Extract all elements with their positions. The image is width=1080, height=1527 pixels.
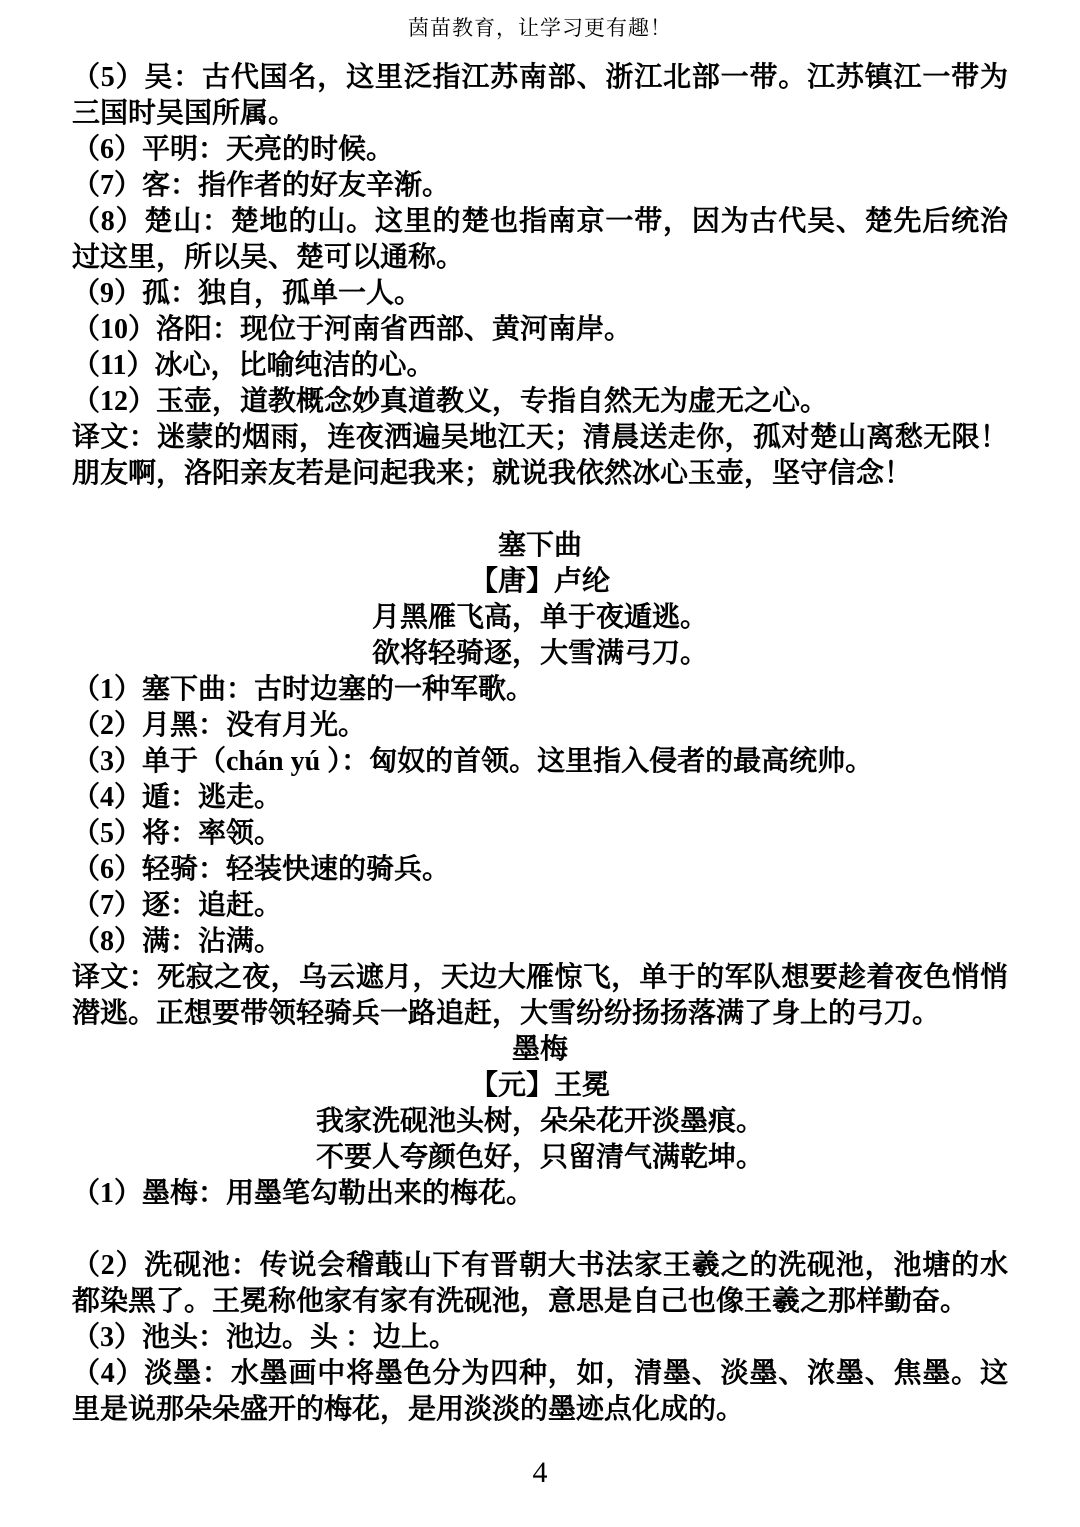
note-paragraph: （1）墨梅：用墨笔勾勒出来的梅花。 [72, 1178, 535, 1209]
note-paragraph: （11）冰心，比喻纯洁的心。 [72, 350, 435, 381]
translation-paragraph: 译文：死寂之夜，乌云遮月，天边大雁惊飞，单于的军队想要趁着夜色悄悄潜逃。正想要带领轻骑兵一路追赶，大雪纷纷扬扬落满了身上的弓刀。 [72, 962, 1008, 1029]
poem-author: 【元】王冕 [469, 1070, 610, 1101]
note-paragraph: （7）客：指作者的好友辛渐。 [72, 170, 451, 201]
note-paragraph: （4）淡墨：水墨画中将墨色分为四种，如，清墨、淡墨、浓墨、焦墨。这里是说那朵朵盛开的梅花，是用淡淡的墨迹点化成的。 [72, 1358, 1008, 1425]
vertical-spacer [72, 1212, 1008, 1248]
note-paragraph: （4）遁：逃走。 [72, 782, 283, 813]
note-paragraph: （6）轻骑：轻装快速的骑兵。 [72, 854, 451, 885]
page-footer [0, 1456, 1080, 1490]
page-header [0, 12, 1080, 42]
note-paragraph: （2）洗砚池：传说会稽蕺山下有晋朝大书法家王羲之的洗砚池，池塘的水都染黑了。王冕称他家有家有洗砚池，意思是自己也像王羲之那样勤奋。 [72, 1250, 1008, 1317]
note-paragraph: （5）吴：古代国名，这里泛指江苏南部、浙江北部一带。江苏镇江一带为三国时吴国所属。 [72, 62, 1008, 129]
note-paragraph: （12）玉壶，道教概念妙真道教义，专指自然无为虚无之心。 [72, 386, 829, 417]
note-paragraph: （10）洛阳：现位于河南省西部、黄河南岸。 [72, 314, 633, 345]
poem-author: 【唐】卢纶 [469, 566, 610, 597]
vertical-spacer [72, 492, 1008, 528]
poem-title: 塞下曲 [497, 530, 582, 561]
poem-verse: 月黑雁飞高，单于夜遁逃。 [371, 602, 708, 633]
note-paragraph: （3）单于（chán yú ）：匈奴的首领。这里指入侵者的最高统帅。 [72, 746, 874, 777]
poem-verse: 我家洗砚池头树，朵朵花开淡墨痕。 [315, 1106, 764, 1137]
note-paragraph: （8）满：沾满。 [72, 926, 283, 957]
translation-paragraph: 译文：迷蒙的烟雨，连夜洒遍吴地江天；清晨送走你，孤对楚山离愁无限！朋友啊，洛阳亲友若是问起我来；就说我依然冰心玉壶，坚守信念！ [72, 422, 1008, 489]
note-paragraph: （5）将：率领。 [72, 818, 283, 849]
poem-verse: 欲将轻骑逐，大雪满弓刀。 [371, 638, 708, 669]
document-content [72, 60, 1008, 1428]
note-paragraph: （7）逐：追赶。 [72, 890, 283, 921]
note-paragraph: （9）孤：独自，孤单一人。 [72, 278, 423, 309]
poem-verse: 不要人夸颜色好，只留清气满乾坤。 [315, 1142, 764, 1173]
page-number: 4 [532, 1456, 548, 1489]
header-slogan: 茵苗教育，让学习更有趣！ [408, 16, 672, 40]
poem-title: 墨梅 [511, 1034, 568, 1065]
note-paragraph: （2）月黑：没有月光。 [72, 710, 367, 741]
note-paragraph: （3）池头：池边。头 ：边上。 [72, 1322, 458, 1353]
note-paragraph: （1）塞下曲：古时边塞的一种军歌。 [72, 674, 535, 705]
note-paragraph: （8）楚山：楚地的山。这里的楚也指南京一带，因为古代吴、楚先后统治过这里，所以吴、楚可以通称。 [72, 206, 1008, 273]
note-paragraph: （6）平明：天亮的时候。 [72, 134, 395, 165]
